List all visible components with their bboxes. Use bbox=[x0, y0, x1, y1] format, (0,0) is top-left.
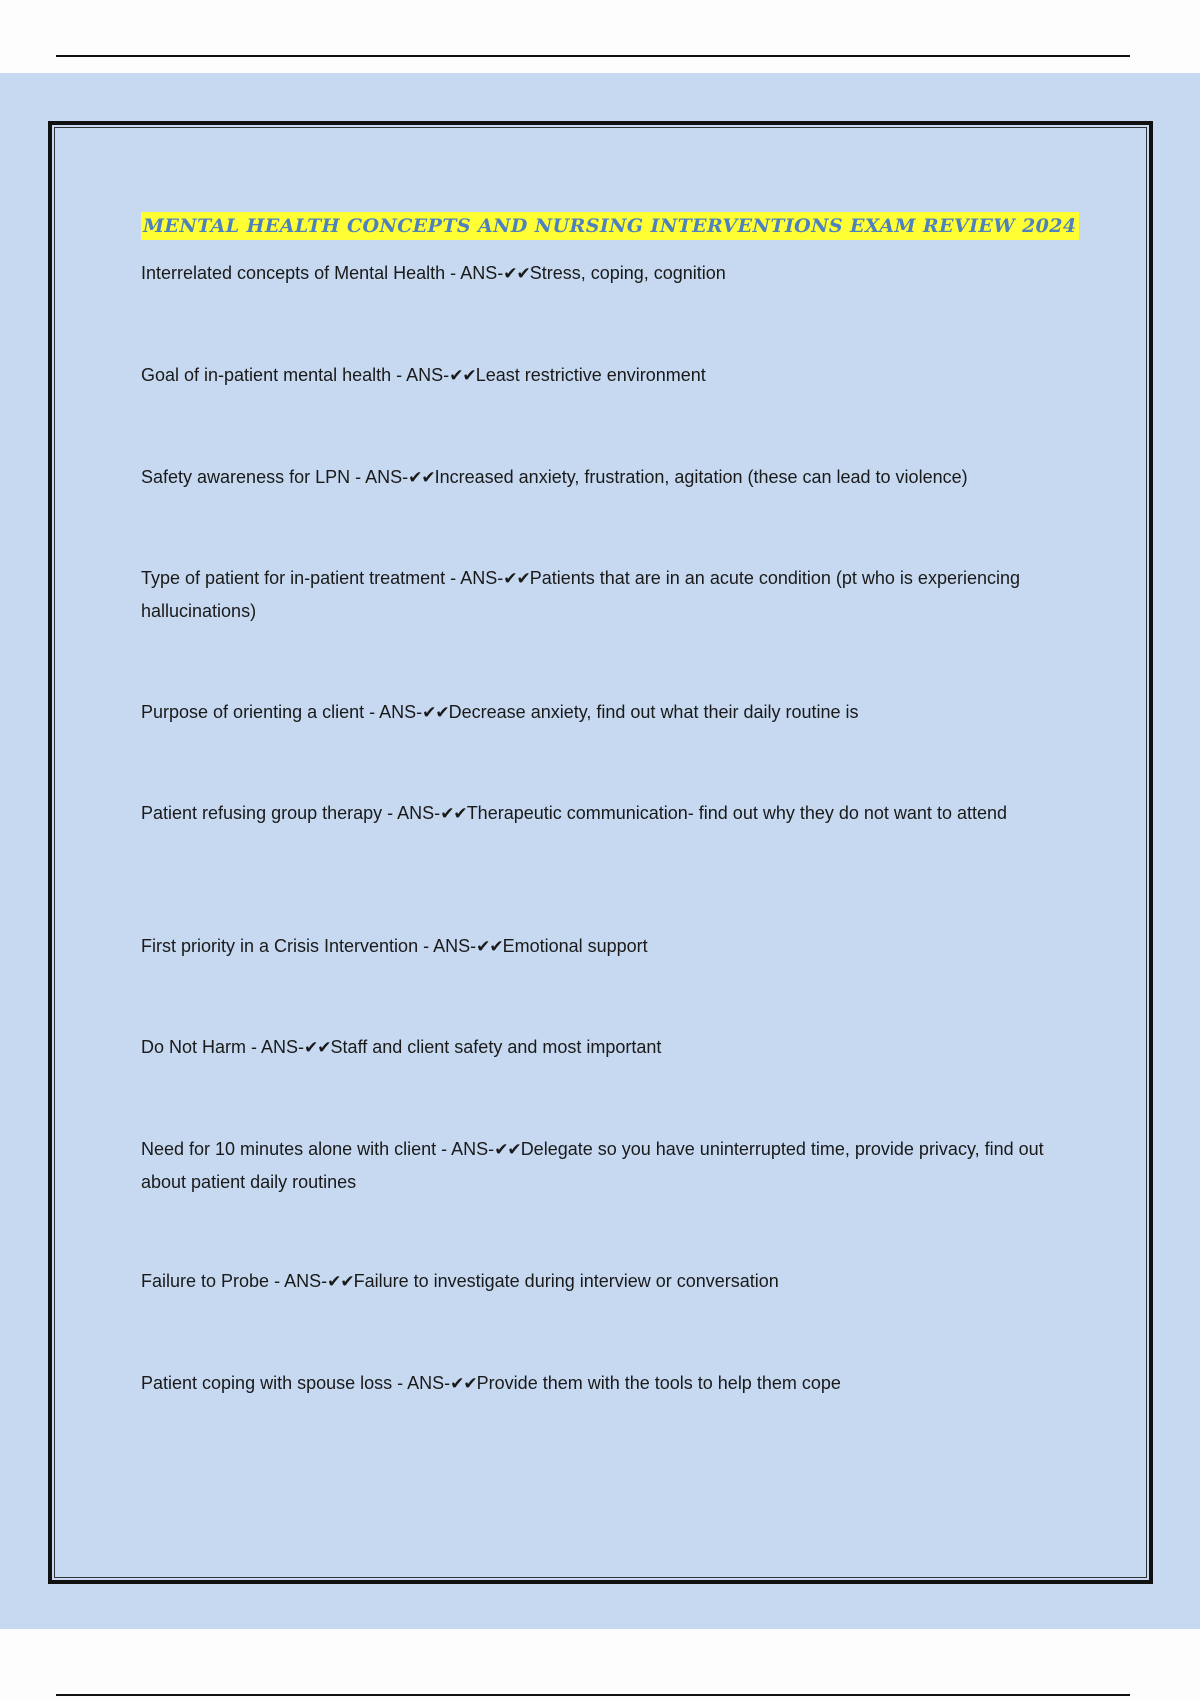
header-rule bbox=[56, 55, 1130, 57]
answer-prefix: ANS- bbox=[451, 1139, 495, 1159]
double-check-icon: ✔✔ bbox=[503, 264, 530, 284]
answer-prefix: ANS- bbox=[460, 568, 504, 588]
double-check-icon: ✔✔ bbox=[422, 703, 449, 723]
qa-answer: Provide them with the tools to help them cope bbox=[476, 1373, 841, 1393]
qa-answer: Patients that are in an acute condition (pt who is experiencing hallucinations) bbox=[141, 568, 1021, 621]
qa-question: Patient coping with spouse loss - bbox=[141, 1373, 408, 1393]
answer-prefix: ANS- bbox=[407, 1373, 451, 1393]
double-check-icon: ✔✔ bbox=[450, 1374, 477, 1394]
page-border bbox=[48, 121, 1153, 1584]
double-check-icon: ✔✔ bbox=[503, 569, 530, 589]
qa-item bbox=[141, 1265, 1071, 1298]
qa-question: Interrelated concepts of Mental Health - bbox=[141, 263, 461, 283]
qa-question: Failure to Probe - bbox=[141, 1271, 285, 1291]
qa-item bbox=[141, 930, 1071, 963]
double-check-icon: ✔✔ bbox=[494, 1140, 521, 1160]
qa-answer: Failure to investigate during interview or conversation bbox=[353, 1271, 779, 1291]
qa-question: First priority in a Crisis Intervention - bbox=[141, 936, 434, 956]
qa-answer: Emotional support bbox=[502, 936, 648, 956]
double-check-icon: ✔✔ bbox=[449, 366, 476, 386]
answer-prefix: ANS- bbox=[365, 467, 409, 487]
qa-item bbox=[141, 797, 1071, 830]
qa-answer: Increased anxiety, frustration, agitation (these can lead to violence) bbox=[434, 467, 968, 487]
qa-question: Goal of in-patient mental health - bbox=[141, 365, 407, 385]
double-check-icon: ✔✔ bbox=[304, 1038, 331, 1058]
answer-prefix: ANS- bbox=[397, 803, 441, 823]
qa-question: Patient refusing group therapy - bbox=[141, 803, 398, 823]
answer-prefix: ANS- bbox=[261, 1037, 305, 1057]
qa-question: Type of patient for in-patient treatment - bbox=[141, 568, 461, 588]
answer-prefix: ANS- bbox=[406, 365, 450, 385]
double-check-icon: ✔✔ bbox=[476, 937, 503, 957]
answer-prefix: ANS- bbox=[379, 702, 423, 722]
double-check-icon: ✔✔ bbox=[408, 468, 435, 488]
double-check-icon: ✔✔ bbox=[440, 804, 467, 824]
qa-item bbox=[141, 1133, 1071, 1198]
qa-question: Do Not Harm - bbox=[141, 1037, 262, 1057]
qa-item bbox=[141, 696, 1071, 729]
double-check-icon: ✔✔ bbox=[327, 1272, 354, 1292]
qa-answer: Staff and client safety and most important bbox=[330, 1037, 662, 1057]
qa-answer: Stress, coping, cognition bbox=[529, 263, 726, 283]
qa-answer: Decrease anxiety, find out what their daily routine is bbox=[448, 702, 859, 722]
page-border-inner bbox=[54, 127, 1147, 1578]
qa-item bbox=[141, 257, 1071, 290]
qa-item bbox=[141, 1031, 1071, 1064]
qa-item bbox=[141, 359, 1071, 392]
qa-item bbox=[141, 461, 1071, 494]
qa-answer: Delegate so you have uninterrupted time, provide privacy, find out about patient daily routines bbox=[141, 1139, 1044, 1192]
document-title: MENTAL HEALTH CONCEPTS AND NURSING INTERVENTIONS EXAM REVIEW 2024 bbox=[141, 212, 1079, 240]
answer-prefix: ANS- bbox=[460, 263, 504, 283]
qa-answer: Least restrictive environment bbox=[475, 365, 706, 385]
qa-item bbox=[141, 562, 1071, 627]
qa-question: Purpose of orienting a client - bbox=[141, 702, 380, 722]
qa-answer: Therapeutic communication- find out why they do not want to attend bbox=[466, 803, 1007, 823]
qa-item bbox=[141, 1367, 1071, 1400]
document-content bbox=[141, 212, 1081, 1394]
answer-prefix: ANS- bbox=[433, 936, 477, 956]
qa-question: Safety awareness for LPN - bbox=[141, 467, 366, 487]
qa-question: Need for 10 minutes alone with client - bbox=[141, 1139, 452, 1159]
answer-prefix: ANS- bbox=[284, 1271, 328, 1291]
footer-rule bbox=[56, 1694, 1130, 1696]
